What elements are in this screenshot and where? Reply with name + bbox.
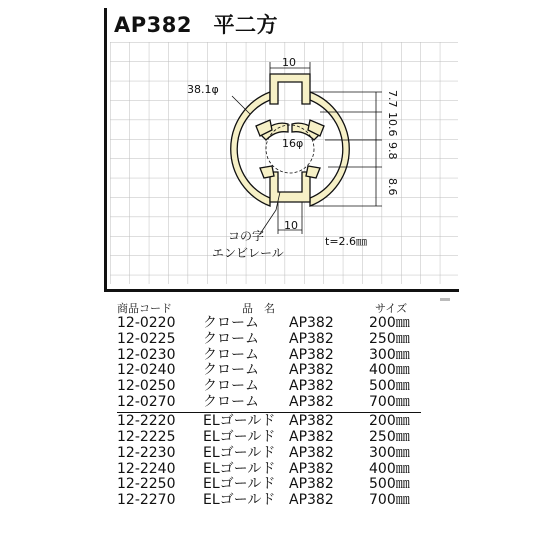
finish-name-cell: ELゴールド	[203, 460, 276, 477]
table-row	[117, 379, 427, 395]
outer-diameter-label: 38.1φ	[187, 83, 219, 96]
frame-left-border	[104, 8, 107, 292]
product-code-cell: 12-0250	[117, 378, 176, 395]
table-row	[117, 446, 427, 462]
model-cell: AP382	[289, 492, 334, 509]
size-cell: 200㎜	[369, 315, 410, 331]
header-code: 商品コード	[117, 302, 172, 315]
profile-drawing	[110, 42, 458, 284]
finish-name-cell: クローム	[203, 378, 259, 395]
size-cell: 700㎜	[369, 492, 410, 509]
size-cell: 300㎜	[369, 444, 410, 461]
finish-name-cell: ELゴールド	[203, 492, 276, 509]
model-cell: AP382	[289, 315, 334, 331]
top-width-label: 10	[282, 56, 296, 69]
finish-name-cell: ELゴールド	[203, 413, 276, 430]
finish-name-cell: クローム	[203, 393, 259, 410]
table-row	[117, 430, 427, 446]
product-code-cell: 12-0240	[117, 362, 176, 379]
model-cell: AP382	[289, 362, 334, 379]
finish-name-cell: クローム	[203, 346, 259, 363]
table-row	[117, 414, 427, 430]
dim-10-6-label: 10.6	[386, 112, 399, 137]
frame-bottom-border	[104, 289, 459, 292]
product-code-cell: 12-0220	[117, 315, 176, 331]
size-cell: 250㎜	[369, 429, 410, 446]
size-cell: 700㎜	[369, 393, 410, 410]
product-code-cell: 12-2270	[117, 492, 176, 509]
product-title: AP382 平二方	[114, 13, 278, 37]
product-code-cell: 12-2225	[117, 429, 176, 446]
model-cell: AP382	[289, 330, 334, 347]
finish-name-cell: クローム	[203, 330, 259, 347]
size-cell: 500㎜	[369, 476, 410, 493]
table-row	[117, 348, 427, 364]
table-row	[117, 363, 427, 379]
product-code-cell: 12-2230	[117, 444, 176, 461]
thickness-label: t=2.6㎜	[325, 235, 368, 248]
model-cell: AP382	[289, 460, 334, 477]
callout-line-1: コの字	[228, 229, 265, 243]
finish-name-cell: クローム	[203, 315, 259, 331]
size-cell: 500㎜	[369, 378, 410, 395]
size-cell: 250㎜	[369, 330, 410, 347]
scan-speck	[440, 298, 450, 301]
profile-svg	[110, 42, 458, 284]
table-body	[117, 316, 427, 509]
model-cell: AP382	[289, 378, 334, 395]
model-cell: AP382	[289, 346, 334, 363]
dim-7-7-label: 7.7	[386, 90, 399, 108]
size-cell: 200㎜	[369, 413, 410, 430]
inner-diameter-label: 16φ	[282, 137, 304, 150]
table-row	[117, 493, 427, 509]
finish-name-cell: ELゴールド	[203, 444, 276, 461]
dim-9-8-label: 9.8	[386, 142, 399, 160]
finish-name-cell: ELゴールド	[203, 429, 276, 446]
header-name: 品 名	[242, 302, 275, 315]
size-cell: 400㎜	[369, 460, 410, 477]
product-code-cell: 12-0225	[117, 330, 176, 347]
bottom-width-label: 10	[284, 219, 298, 232]
table-row	[117, 477, 427, 493]
model-cell: AP382	[289, 413, 334, 430]
product-code-cell: 12-0230	[117, 346, 176, 363]
product-code-cell: 12-2220	[117, 413, 176, 430]
table-row	[117, 316, 427, 332]
table-row	[117, 332, 427, 348]
model-cell: AP382	[289, 429, 334, 446]
product-code-cell: 12-0270	[117, 393, 176, 410]
model-cell: AP382	[289, 476, 334, 493]
dim-8-6-label: 8.6	[386, 178, 399, 196]
table-header	[117, 296, 427, 316]
table-row	[117, 462, 427, 478]
size-cell: 300㎜	[369, 346, 410, 363]
product-code-cell: 12-2250	[117, 476, 176, 493]
product-table	[117, 296, 427, 509]
model-cell: AP382	[289, 393, 334, 410]
header-size: サイズ	[375, 302, 408, 315]
callout-line-2: エンビレール	[212, 246, 284, 260]
finish-name-cell: クローム	[203, 362, 259, 379]
size-cell: 400㎜	[369, 362, 410, 379]
model-cell: AP382	[289, 444, 334, 461]
product-code-cell: 12-2240	[117, 460, 176, 477]
finish-name-cell: ELゴールド	[203, 476, 276, 493]
table-row	[117, 395, 427, 411]
